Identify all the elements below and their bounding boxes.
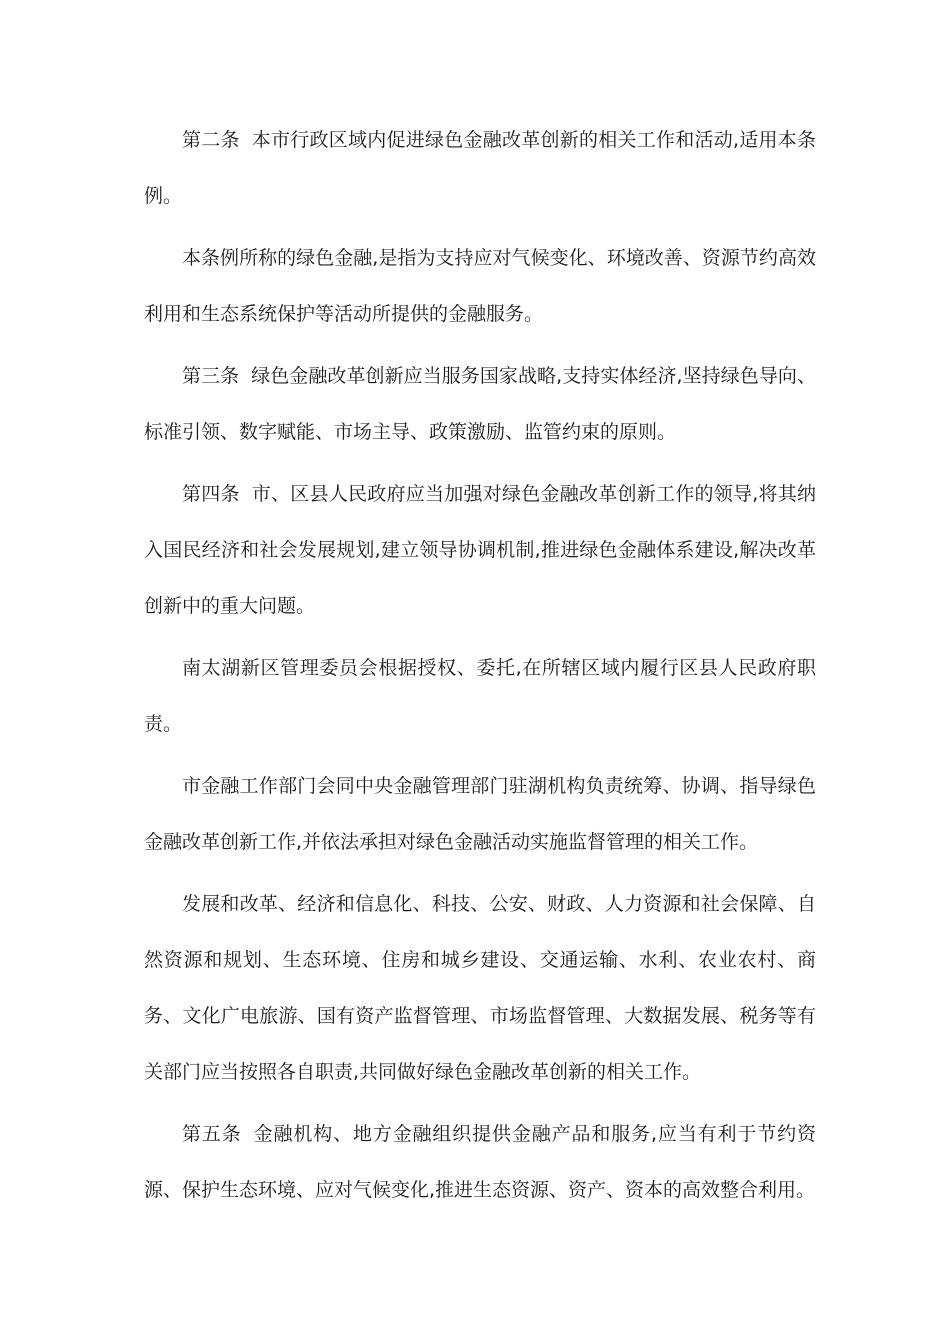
article-number: 第二条: [182, 129, 240, 151]
paragraph-nantaihu-new-district: [144, 640, 816, 752]
paragraph-text: 市金融工作部门会同中央金融管理部门驻湖机构负责统筹、协调、指导绿色金融改革创新工作,并依法承担对绿色金融活动实施监督管理的相关工作。: [144, 775, 816, 853]
paragraph-text: 南太湖新区管理委员会根据授权、委托,在所辖区域内履行区县人民政府职责。: [144, 657, 816, 735]
paragraph-text: 发展和改革、经济和信息化、科技、公安、财政、人力资源和社会保障、自然资源和规划、生态环境、住房和城乡建设、交通运输、水利、农业农村、商务、文化广电旅游、国有资产监督管理、市场监督管理、大数据发展、税务等有关部门应当按照各自职责,共同做好绿色金融改革创新的相关工作。: [144, 893, 816, 1083]
paragraph-text: 金融机构、地方金融组织提供金融产品和服务,应当有利于节约资源、保护生态环境、应对气候变化,推进生态资源、资产、资本的高效整合利用。: [144, 1123, 816, 1201]
paragraph-finance-department: [144, 758, 816, 870]
document-body: [144, 112, 816, 1224]
paragraph-related-departments: [144, 876, 816, 1100]
paragraph-text: 本条例所称的绿色金融,是指为支持应对气候变化、环境改善、资源节约高效利用和生态系统保护等活动所提供的金融服务。: [144, 247, 816, 325]
article-number: 第三条: [182, 365, 240, 387]
article-number: 第五条: [182, 1123, 242, 1145]
paragraph-green-finance-definition: [144, 230, 816, 342]
paragraph-article-3: [144, 348, 816, 460]
article-number: 第四条: [182, 483, 240, 505]
paragraph-article-2: [144, 112, 816, 224]
paragraph-text: 绿色金融改革创新应当服务国家战略,支持实体经济,坚持绿色导向、标准引领、数字赋能、市场主导、政策激励、监管约束的原则。: [144, 365, 816, 443]
paragraph-text: 本市行政区域内促进绿色金融改革创新的相关工作和活动,适用本条例。: [144, 129, 816, 207]
paragraph-article-4: [144, 466, 816, 634]
paragraph-article-5: [144, 1106, 816, 1218]
paragraph-text: 市、区县人民政府应当加强对绿色金融改革创新工作的领导,将其纳入国民经济和社会发展规划,建立领导协调机制,推进绿色金融体系建设,解决改革创新中的重大问题。: [144, 483, 816, 617]
